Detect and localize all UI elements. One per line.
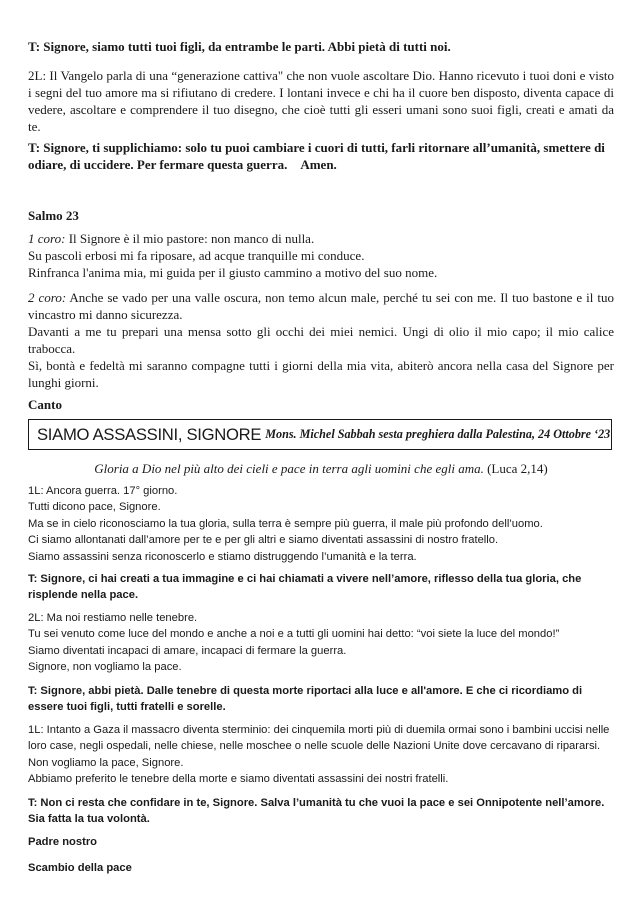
choir-1-label: 1 coro: — [28, 231, 66, 246]
prayer-response-2 — [28, 139, 614, 173]
reading-block-2 — [28, 610, 614, 676]
prayer-response-1: T: Signore, siamo tutti tuoi figli, da entrambe le parti. Abbi pietà di tutti noi. — [28, 39, 451, 54]
response-block-2: T: Signore, abbi pietà. Dalle tenebre di questa morte riportaci alla luce e all'amore. E che ci ricordiamo di essere tuoi figli, tutti fratelli e sorelle. — [28, 685, 583, 714]
choir-1-line: Su pascoli erbosi mi fa riposare, ad acque tranquille mi conduce. — [28, 248, 365, 263]
reading-line: 1L: Ancora guerra. 17° giorno. — [28, 485, 178, 497]
reading-line: Siamo assassini senza riconoscerlo e stiamo distruggendo l’umanità e la terra. — [28, 550, 417, 563]
choir-2-paragraph: Sì, bontà e fedeltà mi saranno compagne tutti i giorni della mia vita, abiterò ancora nella casa del Signore per lunghi giorni. — [28, 358, 614, 390]
reading-paragraph: 1L: Intanto a Gaza il massacro diventa sterminio: dei cinquemila morti più di duemila ormai sono i bambini uccisi nelle loro case, negli ospedali, nelle chiese, nelle moschee o nelle scuole delle Nazioni Unite dove cercavano di ripararsi. — [28, 724, 610, 753]
reading-line: Signore, non vogliamo la pace. — [28, 661, 182, 674]
padre-nostro-heading: Padre nostro — [28, 836, 98, 848]
response-block-3: T: Non ci resta che confidare in te, Signore. Salva l’umanità tu che vuoi la pace e sei Onnipotente nell’amore. Sia fatta la tua volontà. — [28, 797, 605, 826]
choir-2-label: 2 coro: — [28, 290, 67, 305]
psalm-title: Salmo 23 — [28, 208, 79, 223]
amen-text: Amen. — [300, 157, 337, 172]
reading-2l: 2L: Il Vangelo parla di una “generazione cattiva" che non vuole ascoltare Dio. Hanno ricevuto i tuoi doni e visto i segni del tuo amore ma si rifiutano di credere. I lontani invece e chi ha il cuore ben disposto, diventa capace di vedere, ascoltare e comprendere il tuo disegno, che cioè tutti gli esseri umani sono suoi figli, creati e amati da te. — [28, 68, 614, 134]
gloria-text: Gloria a Dio nel più alto dei cieli e pace in terra agli uomini che egli ama. — [94, 461, 484, 476]
reading-line: 2L: Ma noi restiamo nelle tenebre. — [28, 612, 198, 624]
reading-block-3 — [28, 722, 614, 788]
choir-2-paragraph — [28, 289, 614, 323]
reading-line: Tutti dicono pace, Signore. — [28, 501, 161, 514]
prayer-title-box — [28, 419, 612, 450]
choir-1-line — [28, 230, 614, 247]
reading-line: Non vogliamo la pace, Signore. — [28, 756, 184, 769]
psalm-choir-2 — [28, 289, 614, 391]
reading-line: Tu sei venuto come luce del mondo e anche a noi e a tutti gli uomini hai detto: “voi siete la luce del mondo!” — [28, 628, 560, 641]
response-block-1: T: Signore, ci hai creati a tua immagine e ci hai chiamati a vivere nell’amore, riflesso della tua gloria, che risplende nella pace. — [28, 573, 582, 602]
gloria-reference: (Luca 2,14) — [487, 461, 548, 476]
choir-2-text: Anche se vado per una valle oscura, non temo alcun male, perché tu sei con me. Il tuo bastone e il tuo vincastro mi danno sicurezza. — [28, 290, 614, 322]
song-heading: Canto — [28, 397, 62, 412]
reading-line: Siamo diventati incapaci di amare, incapaci di fermare la guerra. — [28, 644, 347, 657]
psalm-choir-1 — [28, 230, 614, 281]
reading-line: Ma se in cielo riconosciamo la tua gloria, sulla terra è sempre più guerra, il male più profondo dell’uomo. — [28, 517, 543, 530]
choir-2-paragraph: Davanti a me tu prepari una mensa sotto gli occhi dei miei nemici. Ungi di olio il mio capo; il mio calice trabocca. — [28, 324, 614, 356]
reading-line: Ci siamo allontanati dall’amore per te e per gli altri e siamo diventati assassini di nostro fratello. — [28, 534, 499, 547]
reading-line: Abbiamo preferito le tenebre della morte e siamo diventati assassini dei nostri fratelli. — [28, 773, 449, 786]
scambio-pace-heading: Scambio della pace — [28, 862, 132, 874]
choir-1-line-text: Il Signore è il mio pastore: non manco di nulla. — [68, 231, 315, 246]
prayer-title: SIAMO ASSASSINI, SIGNORE — [37, 424, 262, 444]
prayer-subtitle: Mons. Michel Sabbah sesta preghiera dalla Palestina, 24 Ottobre ‘23 — [265, 427, 611, 441]
prayer-response-2-text: T: Signore, ti supplichiamo: solo tu puoi cambiare i cuori di tutti, farli ritornare all’umanità, smettere di odiare, di uccidere. Per fermare questa guerra. — [28, 140, 605, 172]
choir-1-line: Rinfranca l'anima mia, mi guida per il giusto cammino a motivo del suo nome. — [28, 265, 438, 280]
gloria-verse — [28, 460, 614, 477]
reading-block-1 — [28, 483, 614, 565]
